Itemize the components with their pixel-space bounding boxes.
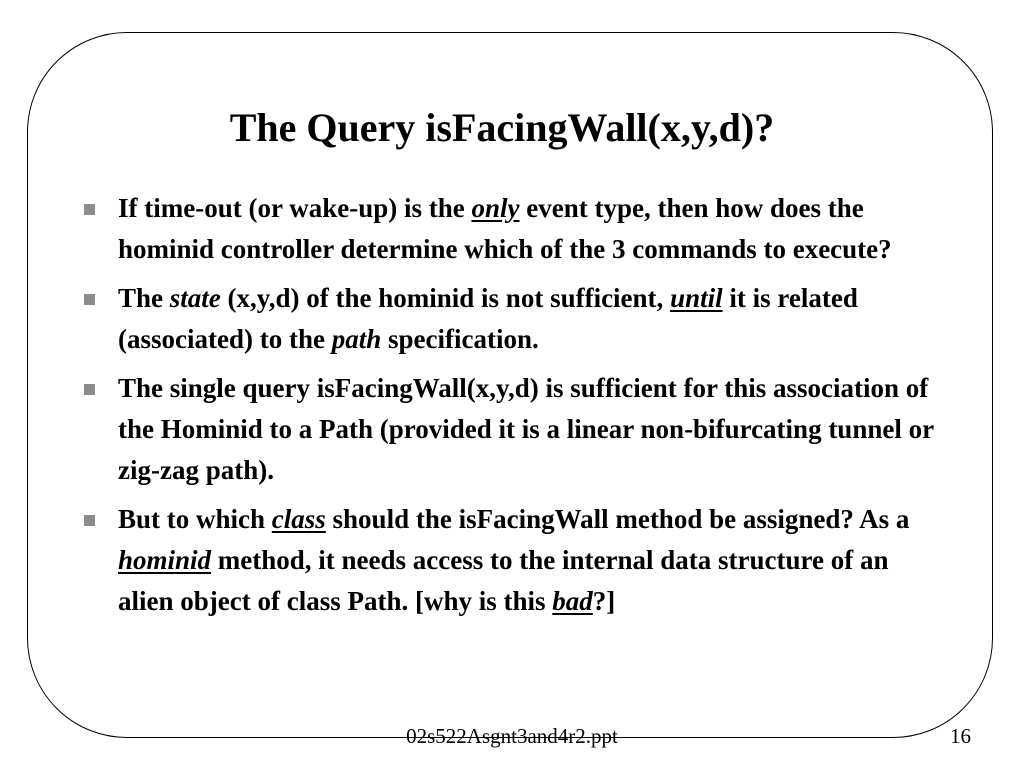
- bullet-text: event type, then how does the hominid controller determine which of the 3 commands to execute?: [118, 193, 892, 264]
- emphasis-hominid: hominid: [118, 545, 212, 575]
- emphasis-path: path: [331, 324, 382, 354]
- square-bullet-icon: [84, 294, 95, 305]
- bullet-text: The single query isFacingWall(x,y,d) is sufficient for this association of the Hominid to a Path (provided it is a linear non-bifurcating tunnel or zig-zag path).: [118, 373, 934, 485]
- bullet-text: should the isFacingWall method be assigned? As a: [325, 504, 910, 534]
- bullet-text: ?]: [592, 586, 616, 616]
- bullet-list: [80, 188, 940, 630]
- bullet-item: [80, 278, 940, 360]
- bullet-item: [80, 368, 940, 491]
- bullet-text: method, it needs access to the internal data structure of an alien object of class Path. [why is this: [118, 545, 889, 616]
- slide-title: The Query isFacingWall(x,y,d)?: [229, 105, 775, 150]
- emphasis-until: until: [670, 283, 723, 313]
- emphasis-class: class: [271, 504, 326, 534]
- emphasis-bad: bad: [552, 586, 593, 616]
- bullet-text: specification.: [381, 324, 539, 354]
- square-bullet-icon: [84, 384, 95, 395]
- square-bullet-icon: [84, 204, 95, 215]
- bullet-text: (x,y,d) of the hominid is not sufficient,: [220, 283, 671, 313]
- bullet-text: it is related (associated) to the: [118, 283, 858, 354]
- square-bullet-icon: [84, 515, 95, 526]
- bullet-text: But to which: [118, 504, 272, 534]
- footer-page-number: 16: [950, 724, 971, 748]
- bullet-item: [80, 188, 940, 270]
- emphasis-only: only: [471, 193, 520, 223]
- bullet-text: The: [118, 283, 170, 313]
- footer-filename: 02s522Asgnt3and4r2.ppt: [406, 724, 618, 748]
- bullet-text: If time-out (or wake-up) is the: [118, 193, 472, 223]
- emphasis-state: state: [169, 283, 221, 313]
- bullet-item: [80, 499, 940, 622]
